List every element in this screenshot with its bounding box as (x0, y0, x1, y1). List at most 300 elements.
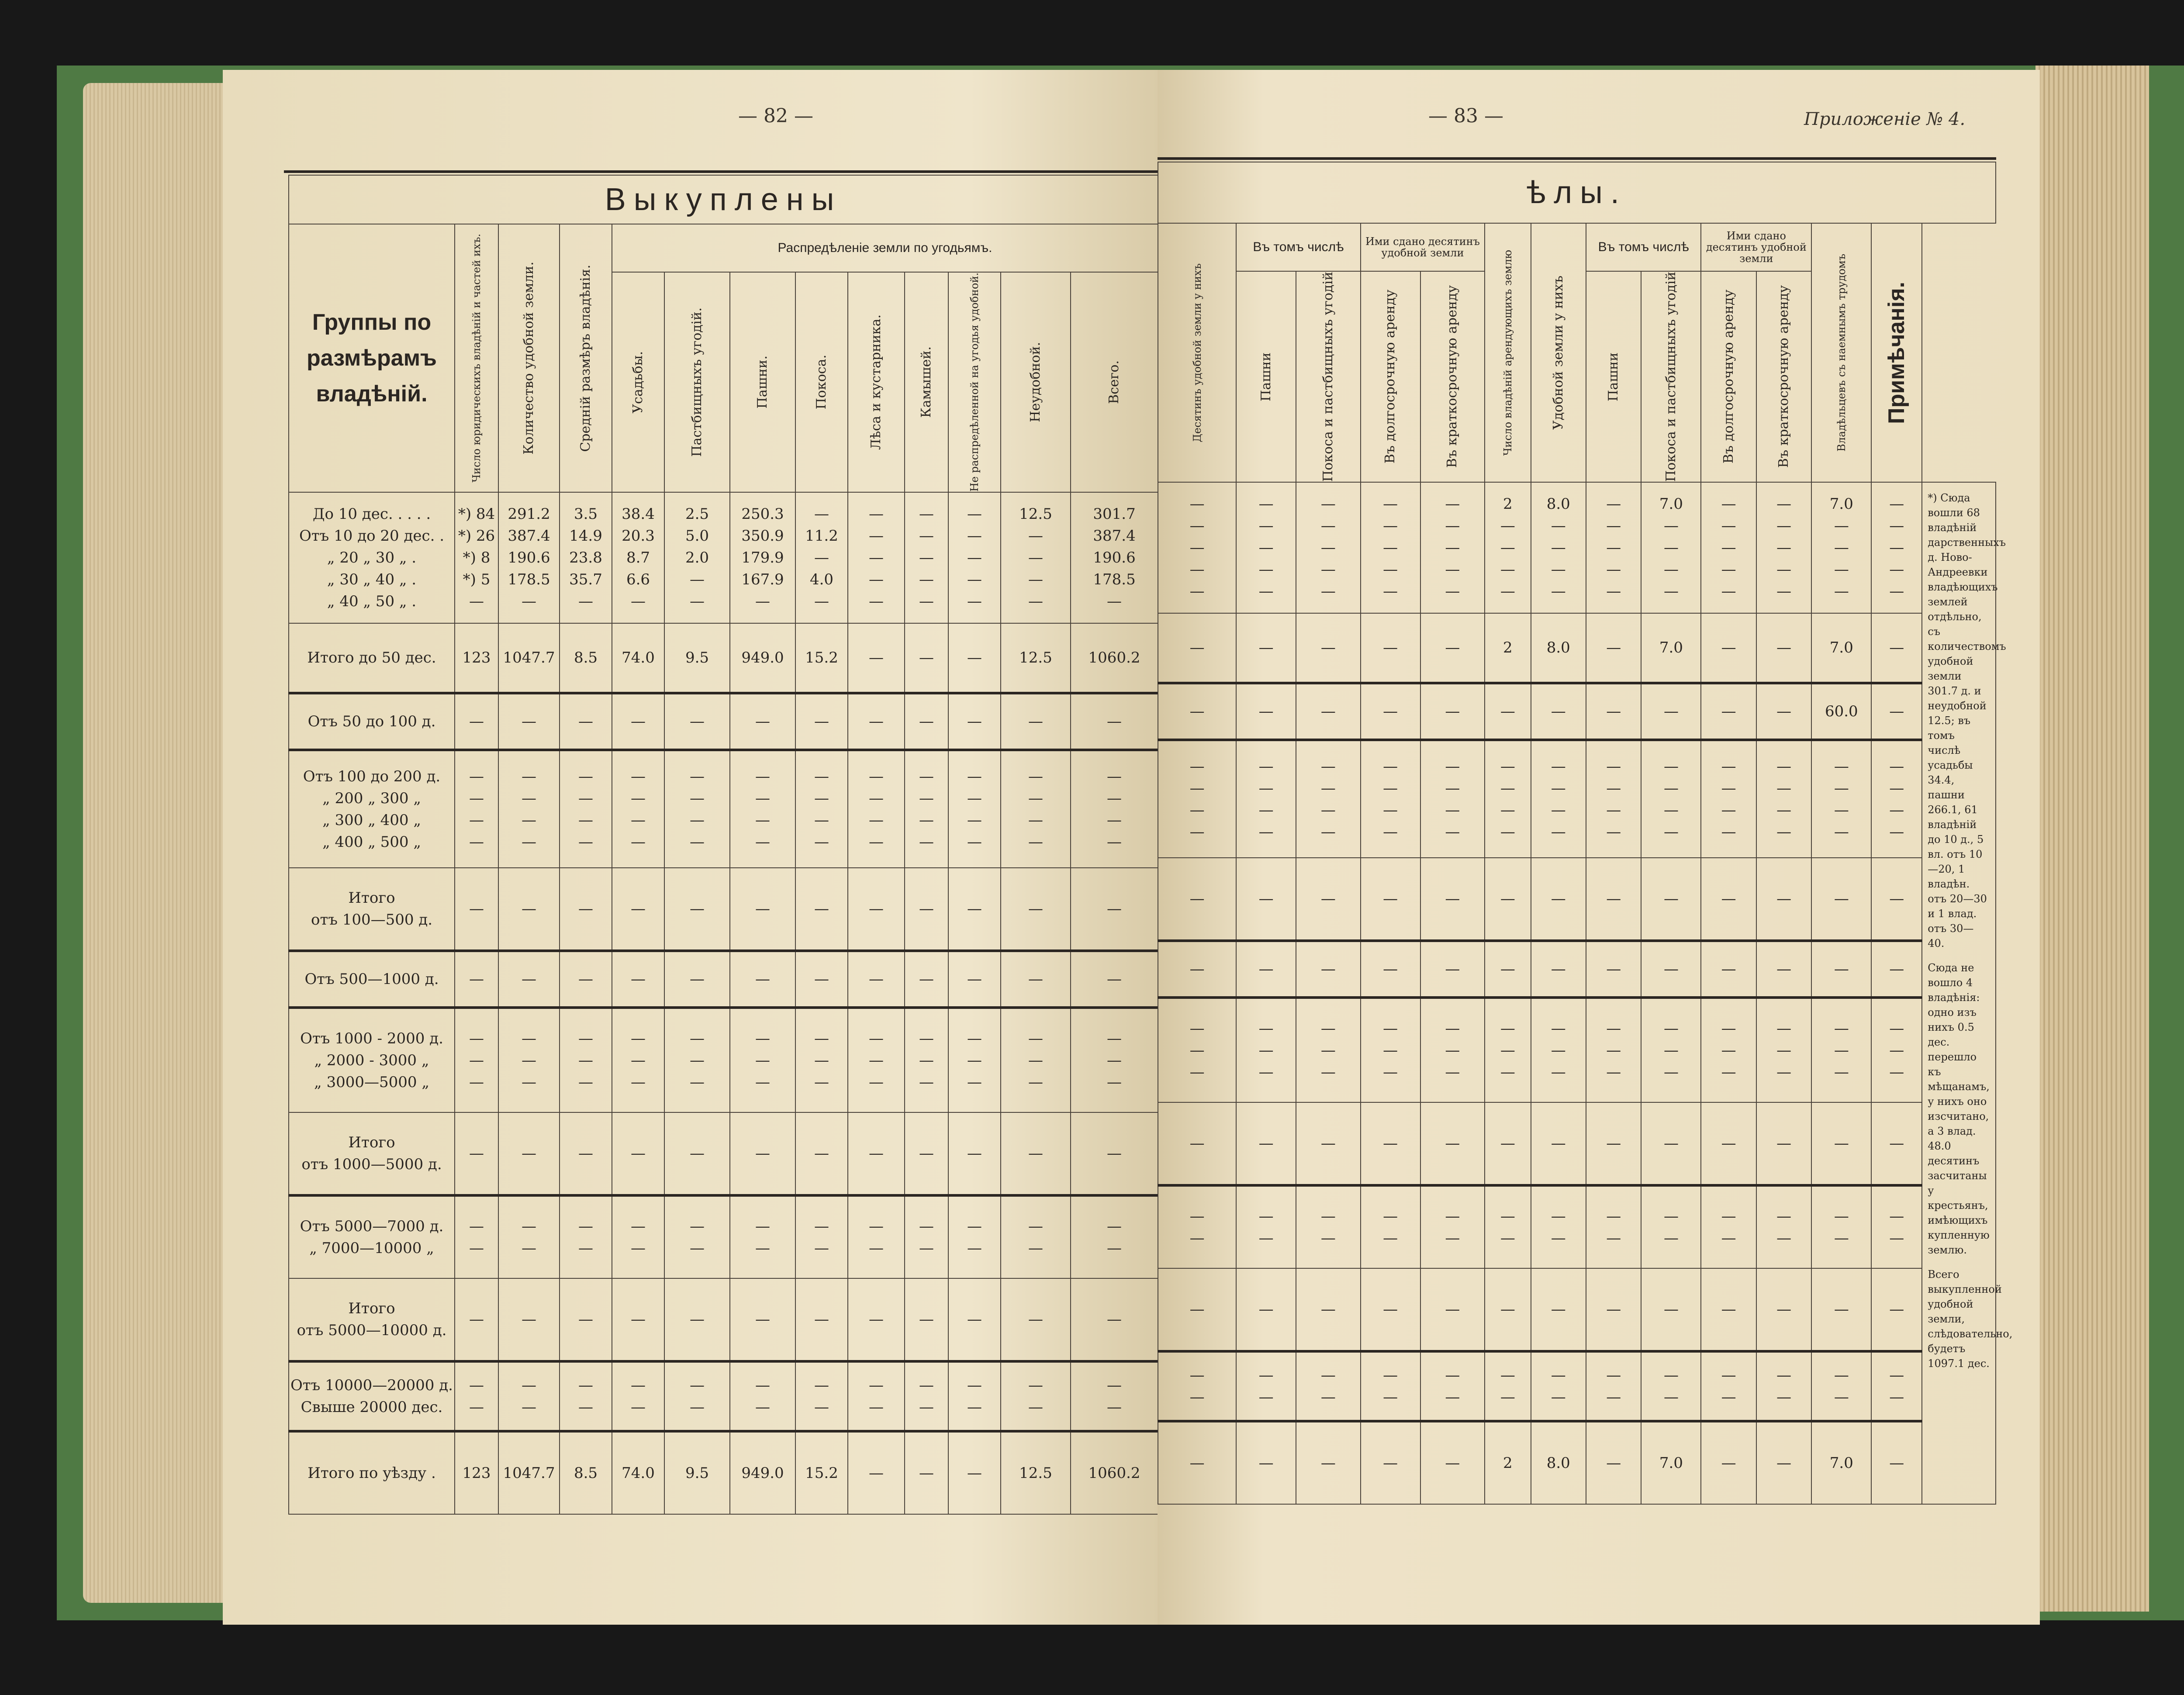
hay-header-text: Покоса. (814, 355, 829, 410)
table-cell: 60.0 (1811, 683, 1871, 740)
hay-header (795, 272, 848, 492)
table-cell: — (1001, 1278, 1071, 1361)
table-cell: 7.0 (1811, 1421, 1871, 1504)
table-cell: — — — (455, 1008, 498, 1112)
table-cell: — (1071, 951, 1158, 1008)
table-cell: 1060.2 (1071, 623, 1158, 693)
table-cell: — (560, 1278, 612, 1361)
table-cell: — (1701, 683, 1756, 740)
table-cell: — (948, 951, 1001, 1008)
table-cell: 9.5 (664, 1431, 730, 1514)
table-cell: — (1001, 868, 1071, 951)
table-cell: — — — — (730, 750, 795, 868)
table-cell: — (1361, 1421, 1420, 1504)
table-cell: — — — (795, 1008, 848, 1112)
table-cell: — (1641, 1268, 1701, 1351)
table-cell: — (1756, 858, 1811, 941)
table-cell: — (1811, 941, 1871, 998)
table-row (289, 1112, 1158, 1195)
own-labor-header-text: Владѣльцевъ съ наемнымъ трудомъ (1835, 254, 1848, 452)
table-cell: — (1071, 868, 1158, 951)
table-cell: — — — (1485, 998, 1531, 1102)
top-rule-right (1158, 157, 1996, 160)
table-cell: — — (1485, 1351, 1531, 1421)
hay-r-header (1296, 271, 1361, 482)
table-cell: — — — (1361, 998, 1420, 1102)
table-cell: — (560, 868, 612, 951)
table-cell: — (1641, 1102, 1701, 1185)
estates-header (612, 272, 664, 492)
table-row (289, 951, 1158, 1008)
table-cell: — — — — (1158, 740, 1236, 858)
table-cell: — (848, 951, 905, 1008)
table-cell: — (1871, 613, 1922, 683)
right-title-cell (1158, 162, 1996, 223)
table-cell: — — (1158, 1351, 1236, 1421)
table-cell: — — (560, 1361, 612, 1431)
footnote: *) Сюда вошли 68 владѣній дарственныхъ д. Ново-Андреевки владѣющихъ землей отдѣльно, съ количествомъ удобной земли 301.7 д. и неудобной 12.5; въ томъ числѣ усадьбы 34.4, пашни 266.1, 61 владѣній до 10 д., 5 вл. отъ 10—20, 1 владѣн. отъ 20—30 и 1 влад. отъ 30—40. (1928, 491, 2006, 949)
table-cell: — — — — — (848, 492, 905, 623)
table-cell: — — — (1001, 1008, 1071, 1112)
table-cell: — (1001, 693, 1071, 750)
table-cell: — (1158, 683, 1236, 740)
table-title (289, 175, 1158, 224)
table-cell: — 11.2 — 4.0 — (795, 492, 848, 623)
table-cell: — (664, 868, 730, 951)
arable2-text: Пашни (1606, 352, 1621, 401)
table-cell: — — (664, 1361, 730, 1431)
table-cell: 123 (455, 623, 498, 693)
row-label: Итого по уѣзду . (289, 1431, 455, 1514)
table-cell: — (1485, 1102, 1531, 1185)
table-cell: — (498, 693, 560, 750)
table-cell: — — — (1871, 998, 1922, 1102)
table-cell: — (1001, 951, 1071, 1008)
top-rule (284, 170, 1158, 173)
table-cell: — (1756, 613, 1811, 683)
table-cell: — — — (730, 1008, 795, 1112)
table-cell: — (455, 1112, 498, 1195)
table-cell: — — (948, 1195, 1001, 1278)
table-cell: 2.5 5.0 2.0 — — (664, 492, 730, 623)
table-cell: — (455, 693, 498, 750)
long-lease2-header (1701, 271, 1756, 482)
table-cell: — (612, 1112, 664, 1195)
short-lease-header (1420, 271, 1485, 482)
table-cell: — — (795, 1195, 848, 1278)
table-cell: — — — (948, 1008, 1001, 1112)
table-cell: — — (1756, 1351, 1811, 1421)
arable2-header (1586, 271, 1641, 482)
table-cell: 8.5 (560, 623, 612, 693)
table-cell: — (1420, 941, 1485, 998)
table-cell: — — — — (1485, 740, 1531, 858)
table-cell: 12.5 (1001, 1431, 1071, 1514)
table-cell: — (1361, 1102, 1420, 1185)
table-cell: — (1586, 941, 1641, 998)
table-cell: — (730, 693, 795, 750)
table-cell: — — — — (948, 750, 1001, 868)
short-lease-text: Въ краткосрочную аренду (1444, 285, 1460, 468)
hay-r-text: Покоса и пастбищныхъ угодій (1320, 272, 1336, 482)
appendix-label: Приложеніе № 4. (1804, 109, 1966, 129)
table-cell: — — (1701, 1351, 1756, 1421)
table-cell: — (795, 1278, 848, 1361)
table-cell: — (1701, 1421, 1756, 1504)
table-cell: — (1236, 613, 1296, 683)
table-cell: — (1701, 613, 1756, 683)
table-cell: 8.0 — — — — (1531, 482, 1586, 613)
undistributed-header (948, 272, 1001, 492)
footnote: Всего выкупленной удобной земли, слѣдовательно, будетъ 1097.1 дес. (1928, 1268, 2013, 1370)
table-cell: — (905, 693, 948, 750)
table-cell: 7.0 — — — — (1811, 482, 1871, 613)
table-cell: — (1641, 683, 1701, 740)
table-cell: — (905, 951, 948, 1008)
avg-header-text: Средній размѣръ владѣнія. (578, 264, 593, 452)
table-cell: — (1756, 683, 1811, 740)
table-cell: — — — (848, 1008, 905, 1112)
table-cell: — (1361, 1268, 1420, 1351)
distribution-header: Распредѣленіе земли по угодьямъ. (612, 224, 1158, 272)
table-cell: — (1485, 683, 1531, 740)
table-cell: — — — — — (1871, 482, 1922, 613)
table-cell: — — — (1531, 998, 1586, 1102)
table-cell: — (612, 951, 664, 1008)
table-cell: — (948, 623, 1001, 693)
unusable-header (1001, 272, 1071, 492)
groups-header (289, 224, 455, 492)
table-cell: — (948, 693, 1001, 750)
table-cell: — (612, 693, 664, 750)
table-cell: — (795, 951, 848, 1008)
table-cell: — — — — (560, 750, 612, 868)
table-cell: — (1296, 613, 1361, 683)
table-cell: — — — — (1811, 740, 1871, 858)
row-label: Отъ 50 до 100 д. (289, 693, 455, 750)
table-cell: — (1071, 1278, 1158, 1361)
renters-header (1485, 223, 1531, 482)
arable-header-text: Пашни. (755, 356, 770, 409)
table-cell: — (1811, 858, 1871, 941)
table-cell: — — (730, 1361, 795, 1431)
row-label: Отъ 1000 - 2000 д. „ 2000 - 3000 „ „ 3000—5000 „ (289, 1008, 455, 1112)
table-cell: — (560, 1112, 612, 1195)
table-cell: — (948, 868, 1001, 951)
table-cell: — — (1158, 1185, 1236, 1268)
table-cell: — — — — — (1236, 482, 1296, 613)
notes-header (1871, 223, 1922, 482)
table-cell: — (560, 693, 612, 750)
table-cell: — — (848, 1361, 905, 1431)
table-cell: — (1420, 1421, 1485, 1504)
table-cell: — (1158, 941, 1236, 998)
leased2-header: Ими сдано десятинъ удобной земли (1701, 223, 1811, 271)
table-row (289, 1361, 1158, 1431)
table-cell: — (905, 1112, 948, 1195)
table-cell: — (498, 1112, 560, 1195)
table-cell: — — — — (498, 750, 560, 868)
table-cell: — — (1641, 1185, 1701, 1268)
table-cell: — (1236, 858, 1296, 941)
table-cell: 8.0 (1531, 613, 1586, 683)
long-lease-header (1361, 271, 1420, 482)
table-cell: 7.0 (1811, 613, 1871, 683)
table-cell: 7.0 (1641, 1421, 1701, 1504)
table-cell: — — (1420, 1185, 1485, 1268)
incl2-header: Въ томъ числѣ (1586, 223, 1701, 271)
table-cell: — — — — (1296, 740, 1361, 858)
row-label: Отъ 5000—7000 д. „ 7000—10000 „ (289, 1195, 455, 1278)
pasture-header-text: Пастбищныхъ угодій. (689, 307, 705, 457)
table-row (1158, 613, 1996, 683)
table-cell: — (1701, 1268, 1756, 1351)
reeds-header-text: Камышей. (919, 346, 934, 418)
table-cell: 7.0 — — — — (1641, 482, 1701, 613)
table-cell: — (1158, 613, 1236, 683)
table-cell: 74.0 (612, 1431, 664, 1514)
right-page (1158, 70, 2040, 1625)
owners-header-text: Число юридическихъ владѣній и частей ихъ. (470, 234, 483, 483)
table-cell: — — — — (1420, 740, 1485, 858)
table-row (1158, 740, 1996, 858)
usable-header-text: Удобной земли у нихъ (1550, 275, 1566, 430)
table-row (1158, 941, 1996, 998)
table-cell: — (1871, 858, 1922, 941)
table-cell: — (1236, 1421, 1296, 1504)
total-header-text: Всего. (1106, 360, 1122, 404)
table-cell: — — (612, 1195, 664, 1278)
table-cell: — — — (1756, 998, 1811, 1102)
table-cell: — (1756, 941, 1811, 998)
table-cell: — (1485, 941, 1531, 998)
table-cell: — — (948, 1361, 1001, 1431)
table-cell: — — (1071, 1195, 1158, 1278)
table-cell: — (1586, 1102, 1641, 1185)
table-cell: — (730, 951, 795, 1008)
table-cell: — — — — (905, 750, 948, 868)
table-cell: — (948, 1431, 1001, 1514)
total-header (1071, 272, 1158, 492)
table-cell: — (1296, 1268, 1361, 1351)
table-cell: — — — — (1001, 750, 1071, 868)
table-cell: — (1871, 1268, 1922, 1351)
table-cell: — — (1701, 1185, 1756, 1268)
table-row (289, 868, 1158, 951)
table-cell: — (1756, 1268, 1811, 1351)
table-cell: — — — — — (905, 492, 948, 623)
table-cell: — (1361, 941, 1420, 998)
table-cell: — (1071, 693, 1158, 750)
table-row (289, 1195, 1158, 1278)
table-cell: — — (498, 1195, 560, 1278)
table-cell: 15.2 (795, 1431, 848, 1514)
row-label: Итого отъ 5000—10000 д. (289, 1278, 455, 1361)
table-cell: — — (1361, 1185, 1420, 1268)
arable-r-text: Пашни (1258, 352, 1274, 401)
table-cell: — (905, 868, 948, 951)
table-cell: — — (1236, 1185, 1296, 1268)
table-cell: — — (498, 1361, 560, 1431)
table-cell: — (560, 951, 612, 1008)
row-label: Итого до 50 дес. (289, 623, 455, 693)
table-cell: 1060.2 (1071, 1431, 1158, 1514)
table-cell: 7.0 (1641, 613, 1701, 683)
table-cell: — — — (1071, 1008, 1158, 1112)
table-cell: — (848, 623, 905, 693)
table-cell: — (905, 623, 948, 693)
table-cell: — — — — (1756, 740, 1811, 858)
table-cell: — (1485, 1268, 1531, 1351)
table-cell: — — — — — (1586, 482, 1641, 613)
table-cell: — — — — (1586, 740, 1641, 858)
table-cell: — — (1756, 1185, 1811, 1268)
table-cell: 12.5 — — — — (1001, 492, 1071, 623)
table-cell: — (1756, 1102, 1811, 1185)
table-cell: — — (1296, 1185, 1361, 1268)
table-cell: — (905, 1278, 948, 1361)
table-cell: — (455, 951, 498, 1008)
table-cell: 9.5 (664, 623, 730, 693)
table-cell: — — (1071, 1361, 1158, 1431)
table-cell: 8.5 (560, 1431, 612, 1514)
arable-r-header (1236, 271, 1296, 482)
title-text: Выкуплены (605, 182, 842, 217)
table-cell: — — (905, 1361, 948, 1431)
table-cell: — (1361, 683, 1420, 740)
table-cell: — — — — — (948, 492, 1001, 623)
footnote: Сюда не вошло 4 владѣнія: одно изъ нихъ 0.5 дес. перешло къ мѣщанамъ, у нихъ оно изсчитано, а 3 влад. 48.0 десятинъ засчитаны у крестьянъ, имѣющихъ купленную землю. (1928, 961, 1990, 1256)
table-cell: — (795, 868, 848, 951)
table-cell: — (498, 868, 560, 951)
table-cell: — — (1001, 1361, 1071, 1431)
table-cell: — — (560, 1195, 612, 1278)
table-row (1158, 482, 1996, 613)
table-cell: — (1586, 613, 1641, 683)
table-cell: — (498, 1278, 560, 1361)
table-row (289, 1278, 1158, 1361)
table-cell: — — — — (848, 750, 905, 868)
table-cell: — (1296, 941, 1361, 998)
table-cell: — — (1485, 1185, 1531, 1268)
forest-header-text: Лѣса и кустарника. (868, 314, 884, 450)
table-cell: 291.2 387.4 190.6 178.5 — (498, 492, 560, 623)
table-cell: — (1586, 1268, 1641, 1351)
table-row (1158, 683, 1996, 740)
table-cell: — — (795, 1361, 848, 1431)
table-cell: — (1420, 1268, 1485, 1351)
usable-header (1531, 223, 1586, 482)
notes-column (1922, 482, 2013, 1504)
table-cell: — (730, 868, 795, 951)
leased-header: Ими сдано десятинъ удобной земли (1361, 223, 1485, 271)
incl1-header: Въ томъ числѣ (1236, 223, 1361, 271)
land-header-text: Количество удобной земли. (521, 262, 536, 455)
table-cell: — (1001, 1112, 1071, 1195)
table-cell: — — — — — (1296, 482, 1361, 613)
table-cell: — (1296, 1421, 1361, 1504)
table-cell: — (1811, 1102, 1871, 1185)
table-cell: — — (1361, 1351, 1420, 1421)
table-cell: — (664, 951, 730, 1008)
table-cell: 3.5 14.9 23.8 35.7 — (560, 492, 612, 623)
table-cell: 301.7 387.4 190.6 178.5 — (1071, 492, 1158, 623)
table-cell: — — (1531, 1185, 1586, 1268)
table-cell: 250.3 350.9 179.9 167.9 — (730, 492, 795, 623)
table-cell: — — (455, 1195, 498, 1278)
table-cell: — (1531, 941, 1586, 998)
table-cell: — — — (498, 1008, 560, 1112)
table-cell: — — — — (1641, 740, 1701, 858)
owners-header (455, 224, 498, 492)
table-cell: 2 — — — — (1485, 482, 1531, 613)
page-number-82: — 82 — (738, 105, 813, 127)
hay2-header (1641, 271, 1701, 482)
table-cell: — (948, 1278, 1001, 1361)
table-cell: — — — (612, 1008, 664, 1112)
table-cell: — (664, 1278, 730, 1361)
table-cell: — — — (560, 1008, 612, 1112)
table-row (1158, 1268, 1996, 1351)
table-cell: — (664, 693, 730, 750)
table-cell: 74.0 (612, 623, 664, 693)
table-cell: — — — — (455, 750, 498, 868)
table-cell: — — — — — (1361, 482, 1420, 613)
hay2-text: Покоса и пастбищныхъ угодій (1663, 272, 1679, 482)
arable-header (730, 272, 795, 492)
table-cell: — — (612, 1361, 664, 1431)
table-cell: — (1871, 683, 1922, 740)
table-cell: 1047.7 (498, 1431, 560, 1514)
table-cell: — — — (1811, 998, 1871, 1102)
undistributed-header-text: Не распредѣленной на угодья удобной. (968, 273, 981, 492)
table-cell: — (1531, 858, 1586, 941)
table-cell: — (1236, 1102, 1296, 1185)
table-cell: — — (1871, 1185, 1922, 1268)
left-table (288, 175, 1158, 1515)
table-cell: — — — — (1531, 740, 1586, 858)
title-tail-text: ѣлы. (1527, 175, 1627, 210)
table-cell: — (1586, 1421, 1641, 1504)
land-header (498, 224, 560, 492)
table-cell: — — (1811, 1351, 1871, 1421)
estates-header-text: Усадьбы. (630, 351, 646, 414)
table-cell: — — — — (612, 750, 664, 868)
table-cell: — — — — (1361, 740, 1420, 858)
table-cell: — (1071, 1112, 1158, 1195)
table-cell: — (1701, 1102, 1756, 1185)
table-row (289, 623, 1158, 693)
table-row (1158, 858, 1996, 941)
table-cell: — (730, 1278, 795, 1361)
table-cell: — (455, 868, 498, 951)
table-cell: 1047.7 (498, 623, 560, 693)
table-cell: — (1871, 1102, 1922, 1185)
table-cell: — — (455, 1361, 498, 1431)
table-cell: — (1641, 858, 1701, 941)
table-cell: — — (730, 1195, 795, 1278)
table-cell: — (848, 1278, 905, 1361)
table-row (1158, 1185, 1996, 1268)
table-row (289, 1431, 1158, 1514)
row-label: До 10 дес. . . . . Отъ 10 до 20 дес. . „ 20 „ 30 „ . „ 30 „ 40 „ . „ 40 „ 50 „ . (289, 492, 455, 623)
table-cell: — — (1641, 1351, 1701, 1421)
table-cell: — — (664, 1195, 730, 1278)
table-cell: — (1236, 683, 1296, 740)
table-cell: — — (848, 1195, 905, 1278)
table-cell: — — — — (1871, 740, 1922, 858)
table-cell: — (1485, 858, 1531, 941)
